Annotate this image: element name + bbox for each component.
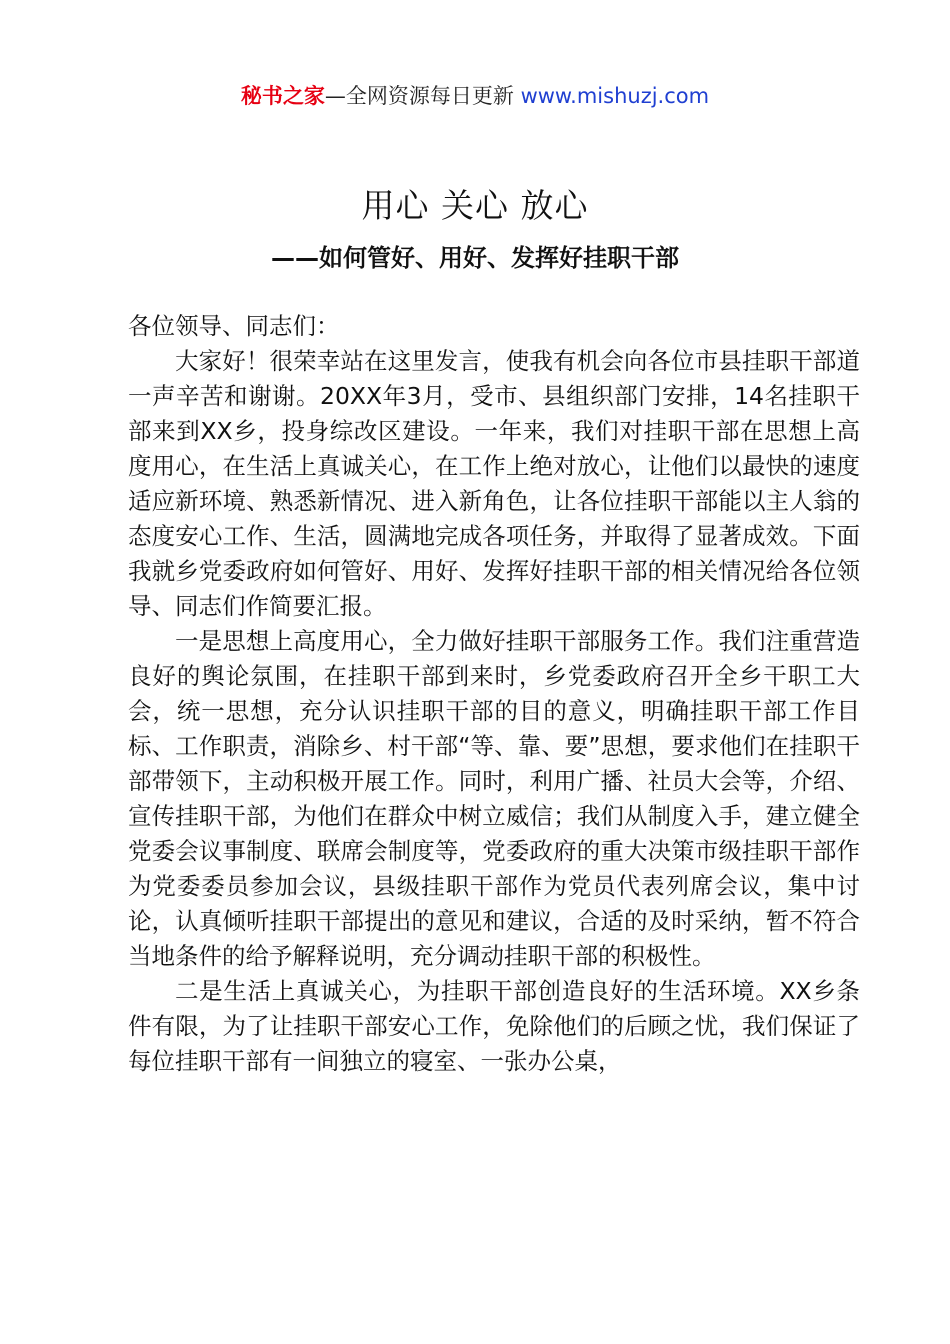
paragraph: 一是思想上高度用心，全力做好挂职干部服务工作。我们注重营造良好的舆论氛围，在挂职干部到来时，乡党委政府召开全乡干职工大会，统一思想，充分认识挂职干部的目的意义，明确挂职干部工作目标、工作职责，消除乡、村干部“等、靠、要”思想，要求他们在挂职干部带领下，主动积极开展工作。同时，利用广播、社员大会等，介绍、宣传挂职干部，为他们在群众中树立威信；我们从制度入手，建立健全党委会议事制度、联席会制度等，党委政府的重大决策市级挂职干部作为党委委员参加会议，县级挂职干部作为党员代表列席会议，集中讨论，认真倾听挂职干部提出的意见和建议，合适的及时采纳，暂不符合当地条件的给予解释说明，充分调动挂职干部的积极性。 [128, 627, 860, 970]
site-header [0, 82, 950, 110]
site-slogan: —全网资源每日更新 [324, 84, 521, 108]
paragraph: 二是生活上真诚关心，为挂职干部创造良好的生活环境。XX乡条件有限，为了让挂职干部安心工作，免除他们的后顾之忧，我们保证了每位挂职干部有一间独立的寝室、一张办公桌， [128, 977, 860, 1075]
site-brand: 秘书之家 [240, 84, 325, 108]
site-url-link[interactable]: www.mishuzj.com [520, 84, 710, 108]
document-subtitle: ——如何管好、用好、发挥好挂职干部 [271, 244, 679, 272]
salutation: 各位领导、同志们： [128, 312, 340, 340]
document-title: 用心 关心 放心 [361, 186, 589, 225]
document-body [128, 309, 860, 1079]
paragraph: 大家好！很荣幸站在这里发言，使我有机会向各位市县挂职干部道一声辛苦和谢谢。20XX年3月，受市、县组织部门安排，14名挂职干部来到XX乡，投身综改区建设。一年来，我们对挂职干部在思想上高度用心，在生活上真诚关心，在工作上绝对放心，让他们以最快的速度适应新环境、熟悉新情况、进入新角色，让各位挂职干部能以主人翁的态度安心工作、生活，圆满地完成各项任务，并取得了显著成效。下面我就乡党委政府如何管好、用好、发挥好挂职干部的相关情况给各位领导、同志们作简要汇报。 [128, 347, 860, 620]
